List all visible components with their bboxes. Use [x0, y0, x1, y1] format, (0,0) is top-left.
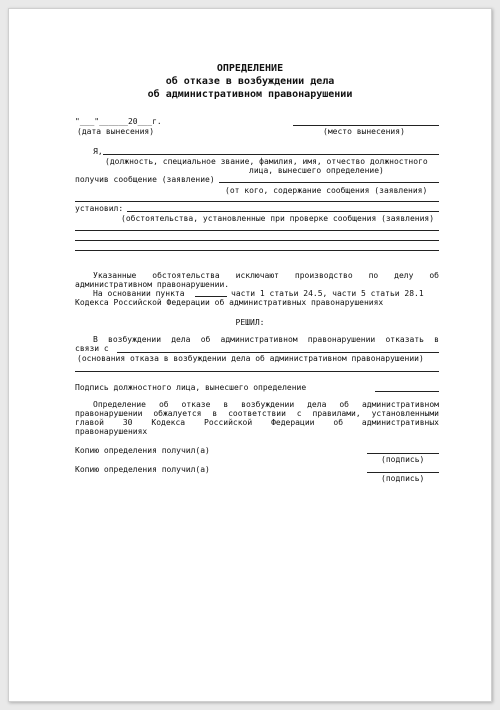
- decision-caption: (основания отказа в возбуждении дела об административном правонарушении): [77, 354, 424, 363]
- circumstances-line-2: административном правонарушении.: [75, 280, 230, 289]
- decision-reason-line[interactable]: [117, 352, 439, 353]
- ya-label: Я,: [93, 147, 103, 156]
- signature-label: Подпись должностного лица, вынесшего определение: [75, 383, 307, 392]
- place-line[interactable]: [293, 125, 439, 126]
- clause-line[interactable]: [195, 296, 227, 297]
- signature-line[interactable]: [375, 391, 439, 392]
- date-caption: (дата вынесения): [77, 127, 155, 136]
- copy-signature-caption-2: (подпись): [381, 474, 425, 483]
- copy-signature-line-1[interactable]: [367, 453, 439, 454]
- basis-label: На основании пункта: [93, 289, 185, 298]
- copy-signature-line-2[interactable]: [367, 472, 439, 473]
- official-caption-1: (должность, специальное звание, фамилия, имя, отчество должностного: [105, 157, 428, 166]
- decision-reason-line-2[interactable]: [75, 371, 439, 372]
- received-label: получив сообщение (заявление): [75, 175, 215, 184]
- doc-subtitle-1: об отказе в возбуждении дела: [165, 76, 335, 87]
- established-label: установил:: [75, 204, 124, 213]
- received-line[interactable]: [219, 182, 439, 183]
- circumstances-line-1: Указанные обстоятельства исключают производство по делу об: [93, 271, 439, 280]
- established-line-2[interactable]: [75, 230, 439, 231]
- established-line[interactable]: [127, 211, 439, 212]
- decision-line-1: В возбуждении дела об административном правонарушении отказать в: [93, 335, 439, 344]
- established-caption: (обстоятельства, установленные при проверке сообщения (заявления): [121, 214, 435, 223]
- established-line-4[interactable]: [75, 250, 439, 251]
- basis-code: Кодекса Российской Федерации об административных правонарушениях: [75, 298, 384, 307]
- appeal-line-2: правонарушении обжалуется в соответствии с правилами, установленными: [75, 409, 439, 418]
- doc-subtitle-2: об административном правонарушении: [147, 89, 353, 100]
- document-page: [8, 8, 492, 702]
- appeal-line-3: главой 30 Кодекса Российской Федерации об административных: [75, 418, 439, 427]
- appeal-line-4: правонарушениях: [75, 427, 148, 436]
- appeal-line-1: Определение об отказе в возбуждении дела об административном: [93, 400, 439, 409]
- from-caption: (от кого, содержание сообщения (заявления): [225, 186, 428, 195]
- doc-title: ОПРЕДЕЛЕНИЕ: [216, 63, 284, 74]
- established-line-3[interactable]: [75, 240, 439, 241]
- copy-received-label-2: Копию определения получил(а): [75, 465, 210, 474]
- basis-articles: части 1 статьи 24.5, части 5 статьи 28.1: [231, 289, 424, 298]
- date-field[interactable]: "___"______20___г.: [75, 117, 162, 126]
- copy-signature-caption-1: (подпись): [381, 455, 425, 464]
- decision-line-2: связи с: [75, 344, 109, 353]
- decision-heading: РЕШИЛ:: [235, 318, 265, 327]
- official-caption-2: лица, вынесшего определение): [249, 166, 384, 175]
- official-line[interactable]: [103, 154, 439, 155]
- copy-received-label-1: Копию определения получил(а): [75, 446, 210, 455]
- received-line-2[interactable]: [75, 201, 439, 202]
- place-caption: (место вынесения): [323, 127, 405, 136]
